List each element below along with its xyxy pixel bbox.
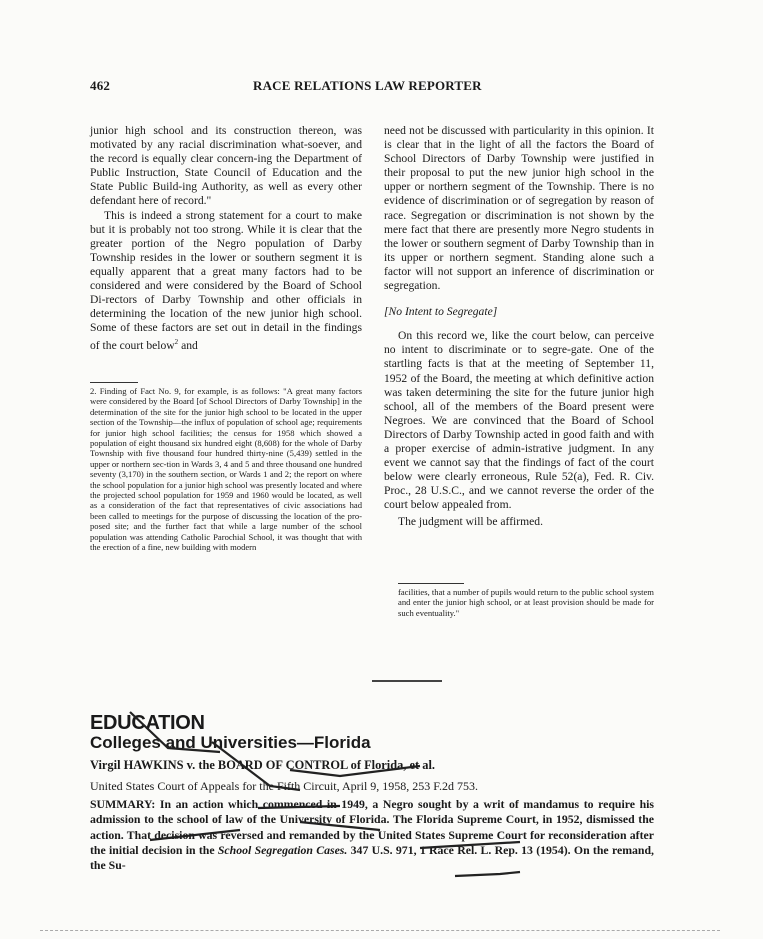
case-parties: Virgil HAWKINS v. the BOARD OF CONTROL of Florida, et al. bbox=[90, 758, 435, 772]
case-court: United States Court of Appeals for the Fifth Circuit, April 9, 1958, 253 F.2d 753. bbox=[90, 779, 479, 793]
summary-label: SUMMARY: bbox=[90, 797, 156, 811]
left-paragraph-1: junior high school and its construction thereon, was motivated by any racial discrimination what-soever, and the record is equally clear concern-ing the Department of Public Instruction, State Council of Education and the State Public Build-ing Authority, as well as every other defendant here of record." bbox=[90, 124, 362, 208]
left-paragraph-2-text: This is indeed a strong statement for a court to make but it is probably not too strong. While it is clear that the greater portion of the Negro population of Darby Township resides in the lower or southern segment it is equally apparent that a great many factors had to be considered and were considered by the Board of School Di-rectors of Darby Township and other officials in determining the location of the new junior high school. Some of these factors are set out in detail in the findings of the court below bbox=[90, 208, 362, 353]
right-paragraph-1: need not be discussed with particularity in this opinion. It is clear that in the light of all the factors the Board of School Directors of Darby Township were justified in their proposal to put the new junior high school in the upper or northern segment of the Township. There is no evidence of discrimination or of segregation by reason of race. Segregation or discrimination is not shown by the mere fact that there are presently more Negro students in the lower or southern segment of Darby Township than in its upper or northern segment. Standing alone such a factor will not support an inference of discrimination or segregation. bbox=[384, 124, 654, 293]
section-heading: [No Intent to Segregate] bbox=[384, 305, 498, 319]
footnote-continuation-text: facilities, that a number of pupils would return to the public school system and enter the junior high school, or at least provision should be made for such eventuality." bbox=[398, 587, 654, 618]
summary-text: In an action which commenced in 1949, a Negro sought by a writ of mandamus to require his admission to the school of law of the University of Florida. The Florida Supreme Court, in 1952, dismissed the action. That decision was reversed and remanded by the United States Supreme Court for reconsideration after the initial decision in the bbox=[90, 797, 654, 857]
right-paragraph-2: On this record we, like the court below, can perceive no intent to discriminate or to segre-gate. One of the startling facts is that at the meeting of September 11, 1952 of the Board, the meeting at which definitive action was taken determining the site for the future junior high school, all of the members of the Board present were Negroes. We are convinced that the Board of School Directors of Darby Township acted in good faith and with a proper exercise of admin-istrative judgment. In any event we cannot say that the findings of fact of the court below were clearly erroneous, Rule 52(a), Fed. R. Civ. Proc., 28 U.S.C., and we cannot reverse the order of the court below appealed from. bbox=[384, 329, 654, 512]
page-number: 462 bbox=[90, 78, 111, 93]
case-subcategory: Colleges and Universities—Florida bbox=[90, 733, 371, 752]
footnote-ref-2: 2 bbox=[174, 338, 179, 347]
running-title: RACE RELATIONS LAW REPORTER bbox=[253, 78, 482, 93]
scan-edge-line bbox=[40, 930, 720, 932]
summary-text-2: 347 U.S. 971, 1 Race Rel. L. Rep. 13 (1954). On the remand, the Su- bbox=[90, 842, 654, 873]
right-paragraph-3: The judgment will be affirmed. bbox=[398, 515, 543, 529]
footnote-2-text: 2. Finding of Fact No. 9, for example, is as follows: "A great many factors were considered by the Board [of School Directors of Darby Township] in the determination of the site for the junior high school to be located in the upper section of the Township—the influx of population of school age; requirements for junior high school facilities; the census for 1958 which showed a population of eight thousand six hundred eight (8,608) for the whole of Darby Township with five thousand four hundred thirty-nine (5,439) settled in the upper or northern sec-tion in Wards 3, 4 and 5 and three thousand one hundred seventy (3,170) in the southern section, or Wards 1 and 2; the report on where the school population for a junior high school was presently located and where the projected school population for 1959 and 1960 would be located, as well as a consideration of the fact that representatives of civic associations had been called to meetings for the purpose of discussing the location of the pro-posed site; and the further fact that while a large number of the school population was attending Catholic Parochial School, it was thought that with the erection of a fine, new building with modern bbox=[90, 386, 362, 553]
case-category: EDUCATION bbox=[90, 712, 205, 734]
left-paragraph-2-end: and bbox=[178, 339, 198, 353]
summary-italic: School Segregation Cases. bbox=[217, 842, 348, 857]
